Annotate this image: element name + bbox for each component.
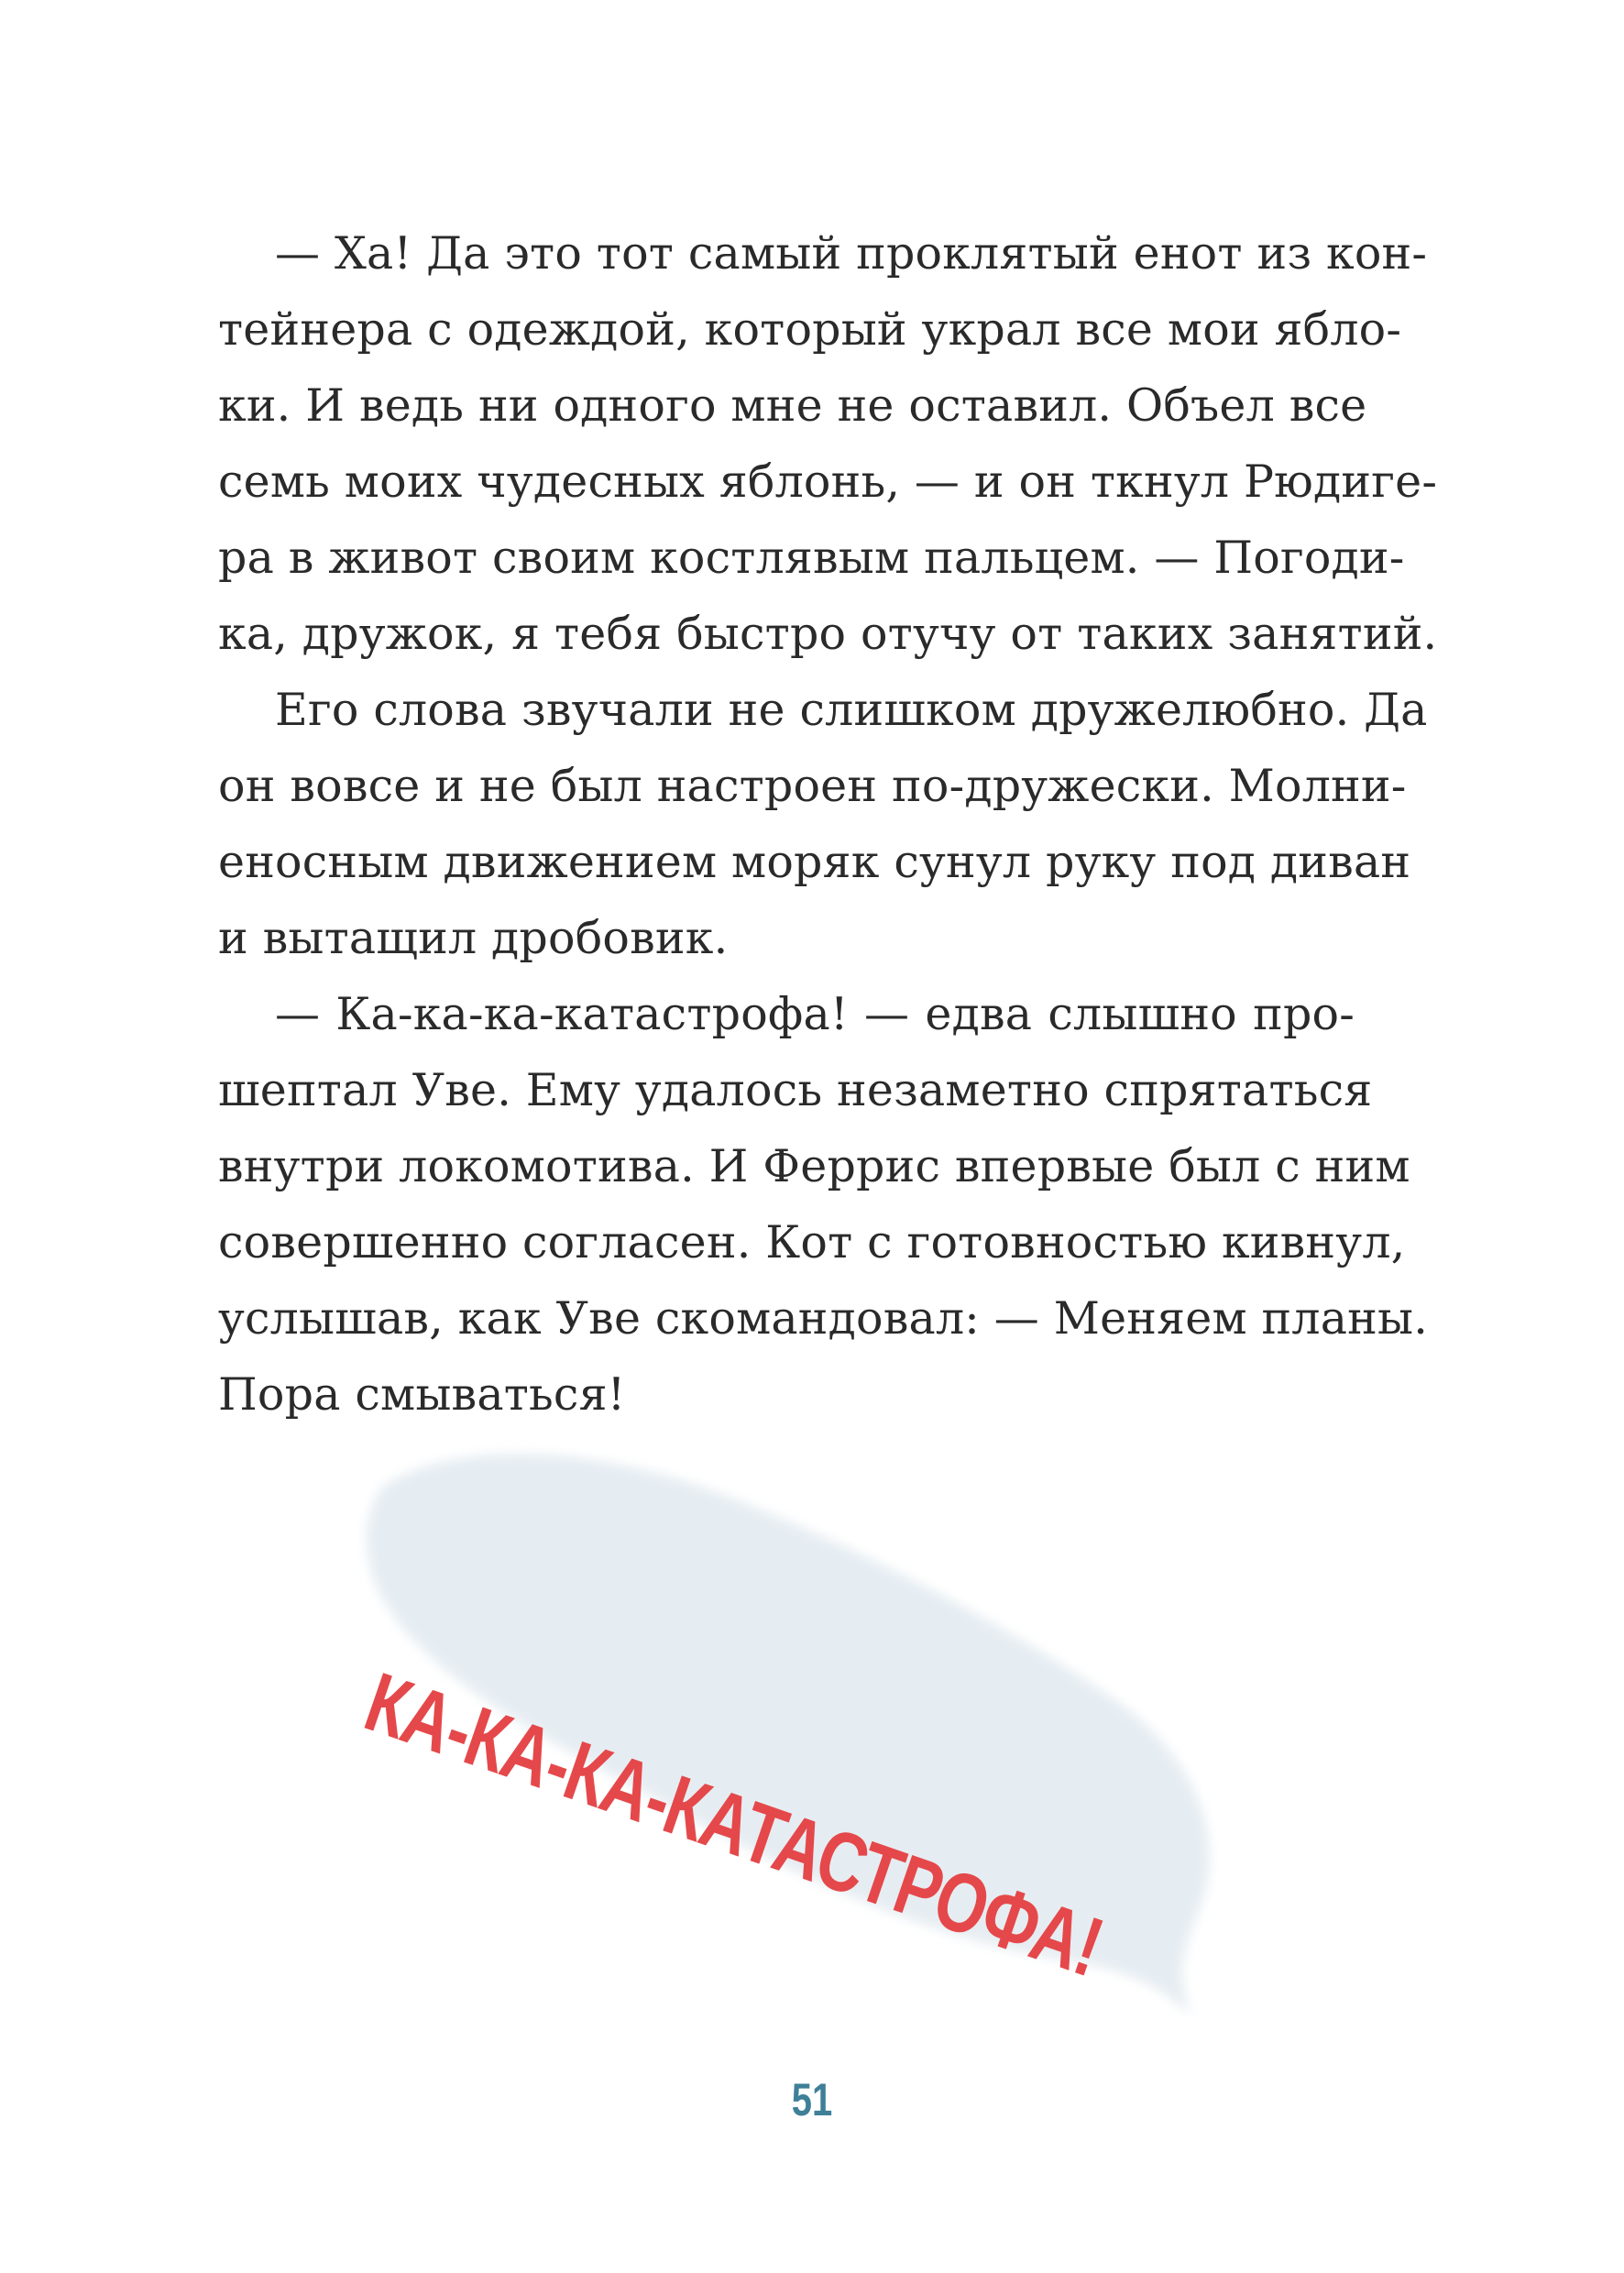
text-line: Его слова звучали не слишком дружелюбно. Да (275, 684, 1428, 736)
text-line: шептал Уве. Ему удалось незаметно спрятаться (218, 1064, 1373, 1116)
page-number: 51 (791, 2074, 833, 2125)
paragraph (218, 672, 1428, 976)
text-line: совершенно согласен. Кот с готовностью кивнул, (218, 1216, 1406, 1268)
text-line: ра в живот своим костлявым пальцем. — Погоди- (218, 532, 1405, 584)
text-line: тейнера с одеждой, который украл все мои ябло- (218, 303, 1402, 356)
text-line: ки. И ведь ни одного мне не оставил. Объел все (218, 379, 1367, 432)
text-line: он вовсе и не был настроен по-дружески. Молни- (218, 760, 1407, 812)
text-line: услышав, как Уве скомандовал: — Меняем планы. (218, 1292, 1428, 1345)
text-line: ка, дружок, я тебя быстро отучу от таких занятий. (218, 608, 1438, 660)
text-line: Пора смываться! (218, 1368, 626, 1421)
shout-text: КА-КА-КА-КАТАСТРОФА! (354, 1654, 1114, 1995)
text-line: еносным движением моряк сунул руку под диван (218, 836, 1411, 888)
body-text (218, 215, 1438, 1433)
paragraph (218, 215, 1438, 672)
speech-bubble-illustration (348, 1430, 1228, 2016)
text-line: — Ка-ка-ка-катастрофа! — едва слышно про- (275, 988, 1355, 1040)
text-line: — Ха! Да это тот самый проклятый енот из кон- (275, 227, 1428, 280)
text-line: и вытащил дробовик. (218, 912, 729, 964)
paragraph (218, 976, 1428, 1433)
text-line: семь моих чудесных яблонь, — и он ткнул Рюдиге- (218, 456, 1438, 508)
text-line: внутри локомотива. И Феррис впервые был с ним (218, 1140, 1410, 1192)
